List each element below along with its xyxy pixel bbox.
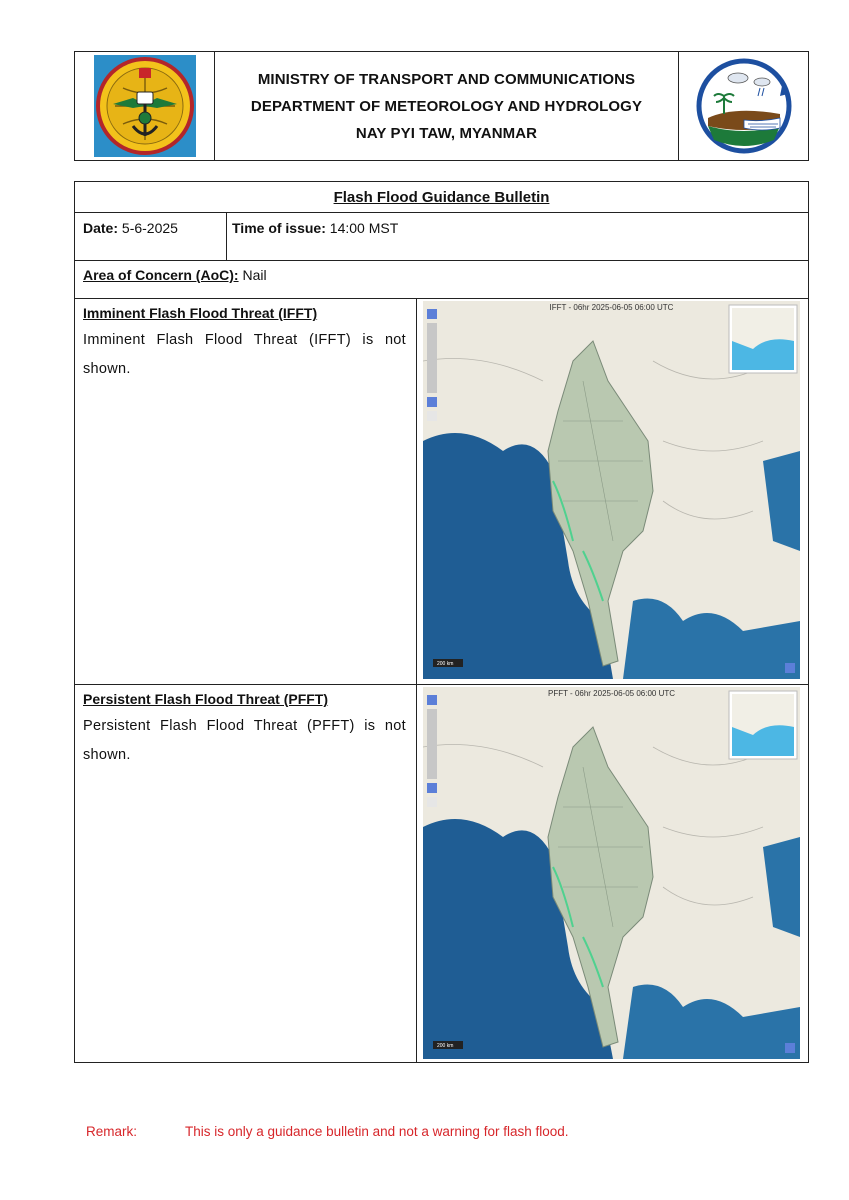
date-label: Date:	[83, 220, 119, 236]
ministry-emblem-icon	[93, 54, 197, 158]
bulletin-title: Flash Flood Guidance Bulletin	[333, 188, 550, 206]
time-label: Time of issue:	[232, 220, 326, 236]
ifft-body: Imminent Flash Flood Threat (IFFT) is not shown.	[83, 332, 406, 377]
ifft-title: Imminent Flash Flood Threat (IFFT)	[83, 305, 318, 321]
bulletin-title-row	[75, 182, 808, 213]
aoc-row	[75, 261, 808, 299]
header-line-department: DEPARTMENT OF METEOROLOGY AND HYDROLOGY	[250, 97, 643, 115]
ifft-map-cell	[417, 299, 808, 684]
header-line-location: NAY PYI TAW, MYANMAR	[355, 124, 538, 142]
pfft-map-image	[423, 687, 800, 1059]
remark-text: This is only a guidance bulletin and not a warning for flash flood.	[185, 1124, 569, 1139]
ifft-map[interactable]	[423, 301, 800, 679]
pfft-map[interactable]	[423, 687, 800, 1059]
aoc-cell	[75, 261, 267, 298]
hydrology-logo-cell	[678, 52, 808, 160]
date-value: 5-6-2025	[121, 220, 178, 236]
remark-label: Remark:	[86, 1124, 138, 1139]
page-header	[74, 51, 809, 161]
bulletin-table	[74, 181, 809, 1063]
remark	[86, 1124, 568, 1139]
ifft-map-label: IFFT - 06hr 2025-06-05 06:00 UTC	[549, 303, 674, 312]
aoc-label: Area of Concern (AoC):	[83, 267, 239, 283]
date-cell	[75, 213, 227, 260]
pfft-map-scale: 200 km	[437, 1043, 454, 1049]
header-title-block	[215, 52, 678, 160]
time-cell	[227, 213, 398, 260]
pfft-text-cell	[75, 685, 417, 1062]
pfft-body: Persistent Flash Flood Threat (PFFT) is not shown.	[83, 718, 406, 763]
hydrological-cycle-logo-icon	[694, 56, 794, 156]
ifft-map-image	[423, 301, 800, 679]
ministry-emblem-cell	[75, 52, 215, 160]
pfft-row	[75, 685, 808, 1062]
pfft-title: Persistent Flash Flood Threat (PFFT)	[83, 691, 329, 707]
pfft-map-label: PFFT - 06hr 2025-06-05 06:00 UTC	[547, 689, 676, 698]
date-time-row	[75, 213, 808, 261]
aoc-value: Nail	[242, 267, 267, 283]
ifft-row	[75, 299, 808, 685]
header-line-ministry: MINISTRY OF TRANSPORT AND COMMUNICATIONS	[257, 70, 636, 88]
time-value: 14:00 MST	[329, 220, 399, 236]
pfft-map-cell	[417, 685, 808, 1062]
ifft-map-scale: 200 km	[437, 661, 454, 667]
ifft-text-cell	[75, 299, 417, 684]
